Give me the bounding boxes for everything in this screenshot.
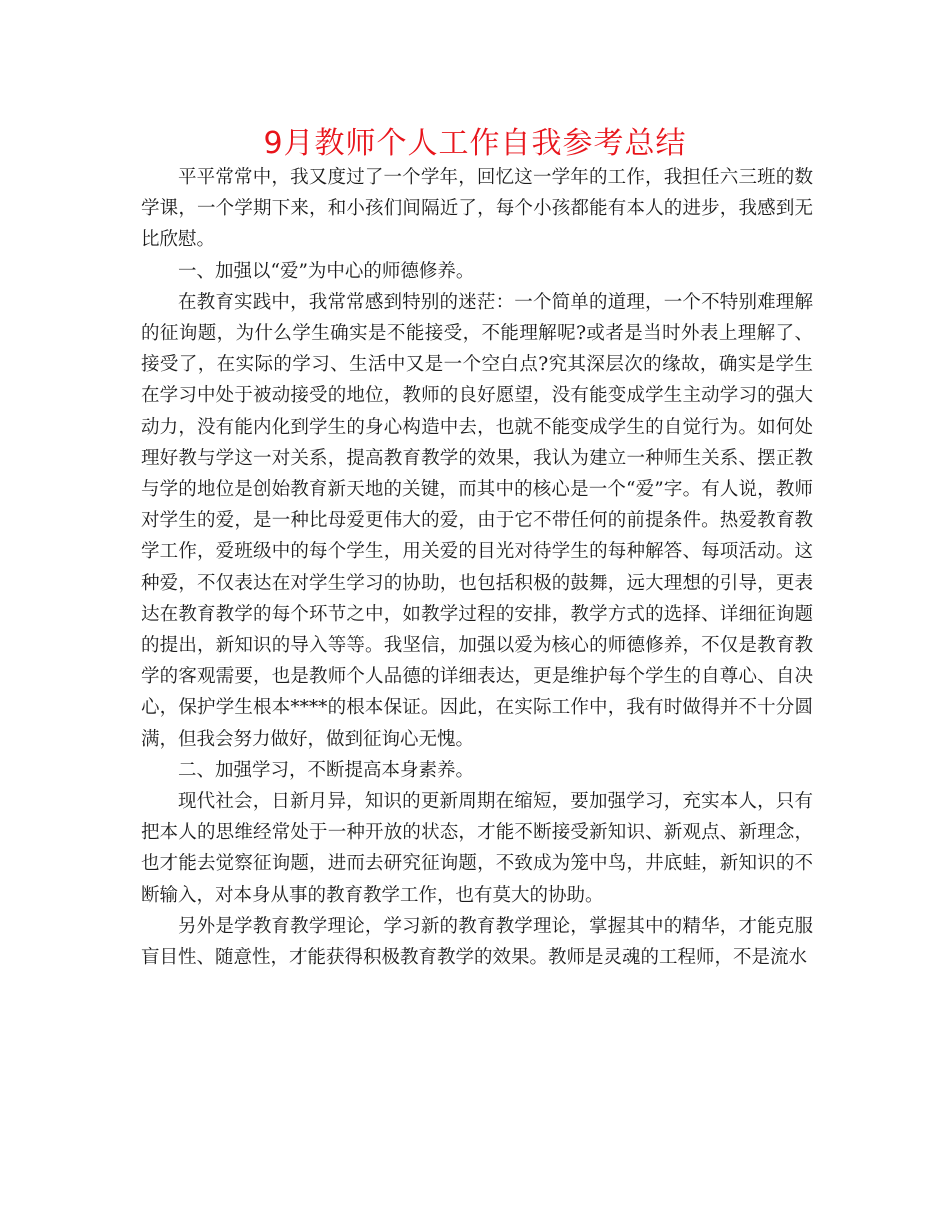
paragraph-section-2b: 另外是学教育教学理论，学习新的教育教学理论，掌握其中的精华，才能克服盲目性、随意性，才能获得积极教育教学的效果。教师是灵魂的工程师，不是流水: [141, 915, 813, 969]
paragraph-intro: 平平常常中，我又度过了一个学年，回忆这一学年的工作，我担任六三班的数学课，一个学期下来，和小孩们间隔近了，每个小孩都能有本人的进步，我感到无比欣慰。: [141, 167, 813, 251]
paragraph-section-2a: 现代社会，日新月异，知识的更新周期在缩短，要加强学习，充实本人，只有把本人的思维经常处于一种开放的状态，才能不断接受新知识、新观点、新理念，也才能去觉察征询题，进而去研究征询题，不致成为笼中鸟，井底蛙，新知识的不断输入，对本身从事的教育教学工作，也有莫大的协助。: [141, 791, 813, 906]
document-body: [141, 162, 813, 973]
section-heading-1: 一、加强以“爱”为中心的师德修养。: [178, 260, 475, 282]
section-heading-2: 二、加强学习，不断提高本身素养。: [178, 759, 475, 781]
document-title: 9月教师个人工作自我参考总结: [263, 126, 687, 161]
paragraph-section-1: 在教育实践中，我常常感到特别的迷茫：一个简单的道理，一个不特别难理解的征询题，为什么学生确实是不能接受，不能理解呢?或者是当时外表上理解了、接受了，在实际的学习、生活中又是一个空白点?究其深层次的缘故，确实是学生在学习中处于被动接受的地位，教师的良好愿望，没有能变成学生主动学习的强大动力，没有能内化到学生的身心构造中去，也就不能变成学生的自觉行为。如何处理好教与学这一对关系，提高教育教学的效果，我认为建立一种师生关系、摆正教与学的地位是创始教育新天地的关键，而其中的核心是一个“爱”字。有人说，教师对学生的爱，是一种比母爱更伟大的爱，由于它不带任何的前提条件。热爱教育教学工作，爱班级中的每个学生，用关爱的目光对待学生的每种解答、每项活动。这种爱，不仅表达在对学生学习的协助，也包括积极的鼓舞，远大理想的引导，更表达在教育教学的每个环节之中，如教学过程的安排，教学方式的选择、详细征询题的提出，新知识的导入等等。我坚信，加强以爱为核心的师德修养，不仅是教育教学的客观需要，也是教师个人品德的详细表达，更是维护每个学生的自尊心、自决心，保护学生根本****的根本保证。因此，在实际工作中，我有时做得并不十分圆满，但我会努力做好，做到征询心无愧。: [141, 291, 813, 750]
